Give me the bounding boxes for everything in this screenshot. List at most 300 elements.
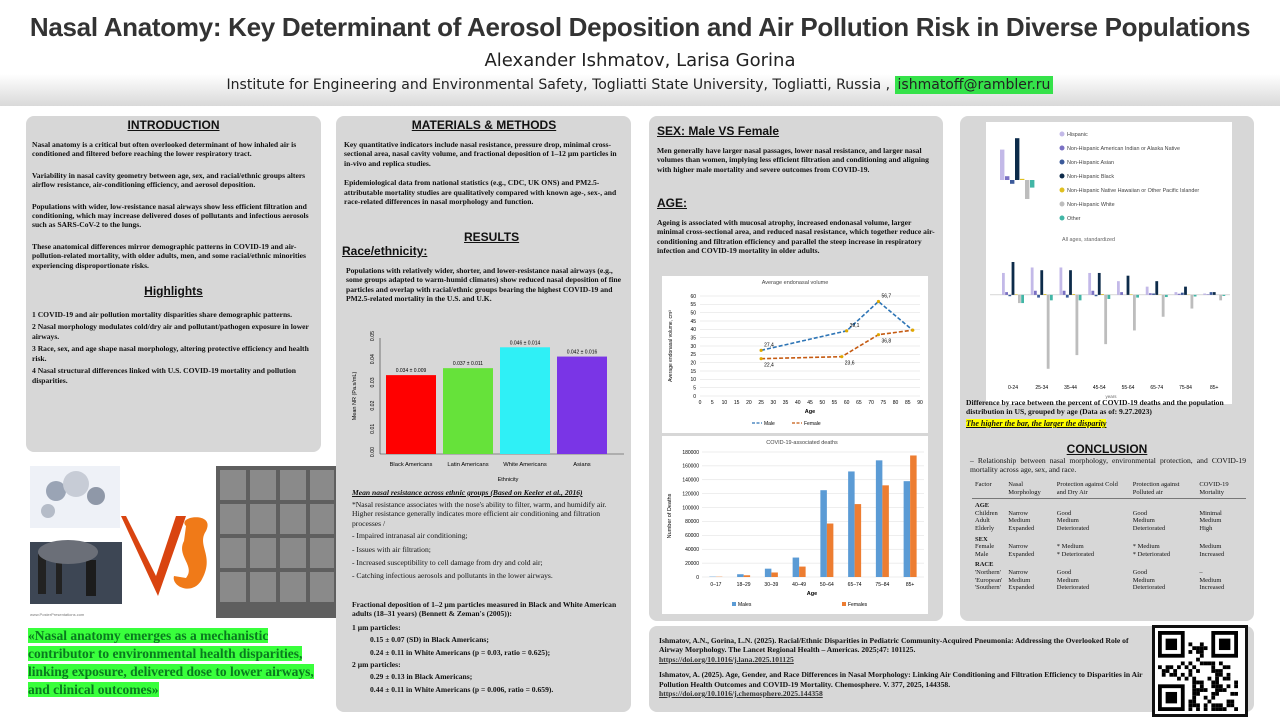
x-tick-label: 80 (892, 400, 899, 406)
bar (1034, 291, 1037, 295)
sex-heading: SEX: Male VS Female (657, 124, 780, 138)
qr-module (1204, 688, 1208, 692)
dep-1um-heading: 1 µm particles: (352, 622, 401, 632)
sex-age-panel (649, 116, 943, 621)
qr-module (1196, 703, 1200, 707)
bar (1047, 295, 1050, 369)
note-line: - Catching infectious aerosols and pollutants in the lower airways. (352, 571, 553, 581)
methods-heading: MATERIALS & METHODS (411, 118, 557, 132)
y-tick-label: 120000 (682, 491, 699, 498)
x-tick-label: 40–49 (792, 582, 807, 588)
bar (1098, 273, 1101, 295)
qr-module (1227, 700, 1231, 704)
highlight-item: 1 COVID-19 and air pollution mortality disparities share demographic patterns. (32, 310, 293, 320)
qr-module (1185, 677, 1189, 681)
y-tick-label: 0.03 (370, 377, 376, 388)
bar (793, 558, 800, 577)
qr-module (1188, 661, 1192, 665)
qr-code[interactable] (1152, 625, 1248, 717)
qr-module (1219, 688, 1223, 692)
data-label: 56,7 (881, 293, 892, 300)
bar (1060, 267, 1063, 294)
qr-module (1215, 677, 1219, 681)
conclusion-table-body (972, 499, 1246, 592)
x-tick-label: 85+ (905, 582, 915, 588)
table-cell: Good (1132, 568, 1148, 576)
qr-module (1200, 681, 1204, 685)
x-tick-label: 70 (868, 400, 874, 406)
qr-module (1196, 681, 1200, 685)
qr-module (1223, 665, 1227, 669)
qr-module (1192, 681, 1196, 685)
table-cell: Adult (975, 517, 990, 525)
dep-1um-black: 0.15 ± 0.07 (SD) in Black Americans; (370, 635, 489, 645)
data-label: 36,8 (881, 338, 892, 345)
table-cell: Medium (1199, 517, 1222, 525)
qr-module (1227, 703, 1231, 707)
table-cell: Good (1056, 509, 1072, 517)
nasal-resistance-chart (338, 326, 630, 491)
bar (557, 357, 607, 454)
bar (1178, 294, 1181, 295)
legend-label: Non-Hispanic Asian (1067, 160, 1115, 166)
race-chart-caption: Difference by race between the percent of COVID-19 deaths and the population distribution in US, grouped by age (Data as of: 9.27.2023) (966, 398, 1224, 417)
bar (1066, 295, 1069, 298)
qr-module (1200, 684, 1204, 688)
x-tick-label: 65 (856, 400, 862, 406)
qr-module (1158, 665, 1162, 669)
table-row (972, 510, 1246, 518)
y-tick-label: 10 (690, 377, 696, 384)
bar (1040, 270, 1043, 295)
x-tick-label: 15 (733, 400, 740, 406)
methods-paragraph-1: Key quantitative indicators include nasal resistance, pressure drop, minimal cross-sectional area, nasal cavity volume, and fractional deposition of 1–12 µm particles in in-vivo and replica studies. (344, 140, 617, 168)
bar (876, 460, 883, 577)
chart-title: COVID-19-associated deaths (766, 440, 838, 446)
qr-module (1223, 688, 1227, 692)
qr-module (1196, 669, 1200, 673)
table-row (972, 569, 1246, 577)
qr-module (1166, 665, 1170, 669)
table-cell: Expanded (1008, 550, 1035, 558)
deposition-heading: Fractional deposition of 1–2 µm particles measured in Black and White American adults (18–31 years) (Bennett & Zeman's (2005)): (352, 600, 617, 619)
y-tick-label: 0.00 (370, 446, 376, 458)
y-tick-label: 50 (690, 310, 696, 317)
bar (1222, 295, 1225, 296)
qr-module (1230, 692, 1234, 696)
qr-module (1215, 673, 1219, 677)
table-cell (1130, 499, 1197, 510)
legend-label: Females (848, 602, 868, 608)
introduction-panel (26, 116, 321, 452)
y-tick-label: 0.05 (370, 330, 376, 342)
data-point (840, 355, 843, 358)
qr-module (1200, 646, 1204, 650)
note-line: *Nasal resistance associates with the nose's ability to filter, warm, and humidify air. Higher resistance generally indicates more efficient air conditioning and filtration processes / (352, 500, 607, 528)
bar (1181, 293, 1184, 295)
qr-finder (1219, 639, 1230, 650)
race-chart-highlight: The higher the bar, the larger the disparity (966, 419, 1107, 428)
table-cell (1005, 558, 1054, 569)
qr-module (1215, 688, 1219, 692)
qr-module (1162, 669, 1166, 673)
qr-module (1219, 684, 1223, 688)
legend-note: All ages, standardized (1062, 237, 1116, 243)
qr-module (1169, 673, 1173, 677)
qr-module (1215, 703, 1219, 707)
highlight-item: 4 Nasal structural differences linked with U.S. COVID-19 mortality and pollution disparities. (32, 366, 296, 385)
data-label: 0.046 ± 0.014 (509, 340, 541, 347)
qr-module (1192, 684, 1196, 688)
note-line: - Increased susceptibility to cell damage from dry and cold air; (352, 558, 543, 568)
table-cell: Deteriorated (1056, 584, 1090, 592)
qr-module (1204, 696, 1208, 700)
qr-module (1219, 669, 1223, 673)
qr-module (1196, 646, 1200, 650)
table-cell: Narrow (1008, 568, 1029, 576)
qr-module (1173, 669, 1177, 673)
data-label: 0.034 ± 0.009 (395, 368, 427, 375)
legend-label: Other (1067, 216, 1081, 222)
table-cell: Medium (1132, 517, 1155, 525)
table-cell (1054, 499, 1130, 510)
highlight-item: 2 Nasal morphology modulates cold/dry air and pollutant/pathogen exposure in lower airways. (32, 322, 309, 341)
x-axis-label: years (1105, 394, 1117, 399)
bar (1012, 262, 1015, 295)
data-label: 22,4 (764, 362, 774, 369)
x-tick-label: Asians (573, 462, 591, 468)
qr-module (1200, 688, 1204, 692)
qr-module (1204, 707, 1208, 711)
image-caption: www.PosterPresentations.com (30, 612, 85, 617)
x-tick-label: 65–74 (847, 582, 862, 588)
x-tick-label: Latin Americans (447, 462, 489, 468)
x-tick-label: 75–84 (875, 582, 890, 588)
table-cell: Medium (1199, 543, 1222, 551)
bar (1146, 287, 1149, 295)
column-header: Protection against Cold and Dry Air (1054, 481, 1130, 499)
table-cell: Elderly (975, 524, 995, 532)
bar (827, 524, 834, 577)
y-tick-label: 40 (690, 327, 696, 334)
email-link[interactable]: ishmatoff@rambler.ru (895, 76, 1054, 94)
legend-label: Hispanic (1067, 132, 1088, 138)
x-tick-label: 85 (904, 400, 911, 406)
table-cell: Medium (1008, 576, 1031, 584)
qr-module (1215, 692, 1219, 696)
table-cell: * Deteriorated (1056, 550, 1095, 558)
qr-module (1196, 658, 1200, 662)
y-tick-label: 0 (693, 393, 696, 400)
qr-module (1215, 681, 1219, 685)
y-tick-label: 55 (690, 302, 696, 309)
x-tick-label: 90 (917, 400, 923, 406)
bar (1015, 138, 1019, 180)
table-row (972, 543, 1246, 551)
table-cell: Narrow (1008, 543, 1029, 551)
x-tick-label: 25-34 (1035, 385, 1049, 391)
table-cell (1054, 558, 1130, 569)
table-row (972, 558, 1246, 569)
table-cell: * Medium (1132, 543, 1160, 551)
data-label: 23,6 (844, 360, 855, 367)
qr-module (1211, 669, 1215, 673)
data-point (845, 329, 848, 332)
table-row (972, 533, 1246, 544)
table-cell (1130, 558, 1197, 569)
bar (1184, 287, 1187, 295)
highlights-heading: Highlights (144, 284, 203, 299)
y-tick-label: 100000 (682, 505, 699, 512)
table-cell: Increased (1199, 584, 1225, 592)
qr-module (1200, 661, 1204, 665)
bar (1152, 293, 1155, 294)
chart-title: Average endonasal volume (761, 280, 829, 286)
bar (910, 455, 917, 577)
legend-swatch (1060, 132, 1065, 137)
qr-module (1173, 673, 1177, 677)
legend-swatch (732, 602, 736, 606)
y-axis-label: Average endonasal volume, cm³ (668, 310, 674, 382)
legend-label: Non-Hispanic American Indian or Alaska Native (1067, 146, 1180, 152)
qr-module (1223, 677, 1227, 681)
bar (1130, 294, 1133, 295)
table-row (972, 584, 1246, 592)
column-header: COVID-19 Mortality (1196, 481, 1246, 499)
reference-2: Ishmatov, A. (2025). Age, Gender, and Race Differences in Nasal Morphology: Linking Air Conditioning and Filtration Efficiency to Disparities in Air Pollution Health Outcomes and COVID-19 Mortality. Chemosphere. V. 377, 2025, 144358. (659, 670, 1143, 689)
qr-module (1215, 684, 1219, 688)
bar (1069, 270, 1072, 295)
sex-text: Men generally have larger nasal passages, lower nasal resistance, and larger nasal volumes than women, implying less efficient filtration and conditioning and aligning with higher male mortality and severe outcomes from COVID-19. (657, 146, 929, 174)
bar (882, 485, 889, 577)
bar (443, 368, 493, 454)
qr-module (1188, 707, 1192, 711)
qr-module (1181, 673, 1185, 677)
qr-module (1227, 665, 1231, 669)
bar (1072, 294, 1075, 295)
x-tick-label: 30 (770, 400, 777, 406)
nr-chart-caption: Mean nasal resistance across ethnic groups (Based on Keeler et al., 2016) (352, 488, 583, 497)
qr-module (1211, 684, 1215, 688)
qr-module (1211, 707, 1215, 711)
conclusion-intro: – Relationship between nasal morphology, environmental protection, and COVID-19 mortality across age, sex, and race. (970, 456, 1246, 475)
bar (1025, 180, 1029, 199)
bar (1005, 292, 1008, 295)
table-cell: Medium (1056, 517, 1079, 525)
reference-2-link[interactable]: https://doi.org/10.1016/j.chemosphere.2025.144358 (659, 689, 823, 699)
qr-module (1188, 703, 1192, 707)
y-tick-label: 25 (690, 352, 696, 359)
x-tick-label: 55-64 (1121, 385, 1135, 391)
bar (1194, 295, 1197, 297)
dep-2um-white: 0.44 ± 0.11 in White Americans (p = 0.006, ratio = 0.659). (370, 684, 554, 694)
dep-2um-heading: 2 µm particles: (352, 660, 401, 670)
table-cell: Medium (1199, 576, 1222, 584)
qr-module (1234, 692, 1238, 696)
table-cell: * Medium (1056, 543, 1084, 551)
data-point (760, 349, 763, 352)
bar (765, 569, 772, 577)
qr-module (1200, 654, 1204, 658)
bar (1104, 295, 1107, 344)
bar (1219, 295, 1222, 300)
bar (1155, 281, 1158, 295)
introduction-heading: INTRODUCTION (127, 118, 220, 132)
table-row (972, 525, 1246, 533)
table-cell (1005, 499, 1054, 510)
bar (1191, 295, 1194, 309)
qr-module (1177, 677, 1181, 681)
x-tick-label: 75-84 (1179, 385, 1192, 391)
qr-module (1208, 661, 1212, 665)
qr-module (1230, 703, 1234, 707)
qr-module (1234, 681, 1238, 685)
table-cell (1196, 558, 1246, 569)
legend-label: Non-Hispanic Native Hawaiian or Other Pacific Islander (1067, 188, 1200, 194)
y-tick-label: 80000 (685, 519, 699, 526)
y-tick-label: 5 (693, 385, 696, 392)
bar (1044, 294, 1047, 295)
bar (1005, 176, 1009, 180)
y-tick-label: 20 (690, 360, 696, 367)
column-header: Protection against Polluted air (1130, 481, 1197, 499)
legend-swatch (1060, 188, 1065, 193)
qr-module (1227, 684, 1231, 688)
legend-swatch (1060, 216, 1065, 221)
qr-module (1188, 700, 1192, 704)
qr-module (1192, 703, 1196, 707)
bar (1020, 179, 1024, 180)
y-tick-label: 140000 (682, 477, 699, 484)
y-tick-label: 60000 (685, 533, 699, 540)
bar (1149, 293, 1152, 295)
data-label: 0.037 ± 0.011 (452, 361, 484, 368)
endonasal-volume-chart (662, 276, 928, 433)
data-label: 39,1 (849, 322, 860, 329)
qr-module (1192, 665, 1196, 669)
bar (1127, 276, 1130, 295)
table-cell: Expanded (1008, 584, 1035, 592)
bar (799, 567, 806, 577)
x-tick-label: 45-54 (1092, 385, 1106, 391)
methods-paragraph-2: Epidemiological data from national statistics (e.g., CDC, UK ONS) and PM2.5-attributable mortality studies are qualitatively compared with known age-, sex-, and race-related differences in nasal morphology and function. (344, 178, 617, 207)
intro-paragraph-4: These anatomical differences mirror demographic patterns in COVID-19 and air-pollution-related mortality, with older adults, men, and some racial/ethnic minorities experiencing disproportionate risks. (32, 241, 306, 270)
qr-finder (1166, 639, 1177, 650)
table-cell: – (1199, 568, 1203, 576)
qr-module (1219, 703, 1223, 707)
table-cell: Medium (1008, 517, 1031, 525)
table-cell: Increased (1199, 550, 1225, 558)
qr-module (1196, 707, 1200, 711)
table-row (972, 517, 1246, 525)
table-cell: Expanded (1008, 524, 1035, 532)
bar (1091, 291, 1094, 295)
bar (1175, 292, 1178, 295)
qr-module (1192, 692, 1196, 696)
qr-module (1215, 669, 1219, 673)
table-cell (1196, 499, 1246, 510)
age-heading: AGE: (657, 196, 687, 210)
qr-module (1181, 661, 1185, 665)
legend-label: Female (804, 421, 821, 427)
bar (1000, 150, 1004, 180)
poster-title: Nasal Anatomy: Key Determinant of Aerosol Deposition and Air Pollution Risk in Diverse Populations (29, 12, 1251, 42)
bar (1008, 295, 1011, 296)
x-tick-label: 5 (710, 400, 714, 406)
x-axis-label: Age (806, 591, 818, 597)
table-cell (1005, 533, 1054, 544)
conclusion-table (972, 481, 1246, 592)
race-disparity-chart (986, 122, 1232, 404)
x-tick-label: Black Americans (389, 462, 433, 468)
bar (1031, 267, 1034, 294)
y-axis-label: Number of Deaths (667, 493, 673, 539)
bar (1162, 295, 1165, 317)
qr-finder (1166, 692, 1177, 703)
qr-module (1188, 669, 1192, 673)
intro-paragraph-1: Nasal anatomy is a critical but often overlooked determinant of how inhaled air is conditioned and filtered before reaching the lower respiratory tract. (32, 140, 297, 159)
legend-swatch (1060, 160, 1065, 165)
bar (1203, 293, 1206, 294)
y-tick-label: 20000 (685, 560, 699, 567)
bar (904, 481, 911, 577)
qr-module (1192, 700, 1196, 704)
table-row (972, 577, 1246, 585)
bar (855, 504, 862, 577)
column-header: Factor (972, 481, 1005, 499)
qr-module (1166, 669, 1170, 673)
data-point (911, 329, 914, 332)
qr-module (1188, 650, 1192, 654)
y-tick-label: 40000 (685, 547, 699, 554)
table-cell: Deteriorated (1132, 584, 1166, 592)
table-cell (1054, 533, 1130, 544)
y-tick-label: 0.02 (370, 400, 376, 411)
qr-module (1192, 677, 1196, 681)
qr-module (1227, 673, 1231, 677)
bar (1117, 281, 1120, 295)
table-cell: Male (975, 550, 989, 558)
qr-module (1196, 692, 1200, 696)
intro-paragraph-2: Variability in nasal cavity geometry between age, sex, and racial/ethnic groups alters airflow resistance, air-conditioning efficiency, and aerosol deposition. (32, 170, 306, 190)
y-tick-label: 15 (690, 368, 696, 375)
qr-module (1196, 688, 1200, 692)
bar (1050, 295, 1053, 300)
dep-1um-white: 0.24 ± 0.11 in White Americans (p = 0.03, ratio = 0.625); (370, 647, 551, 657)
x-tick-label: White Americans (503, 462, 547, 468)
table-cell: Good (1056, 568, 1072, 576)
bar (737, 574, 744, 577)
y-tick-label: 160000 (682, 463, 699, 470)
x-axis-label: Age (804, 409, 816, 415)
x-tick-label: 85+ (1210, 385, 1219, 391)
bar (1210, 292, 1213, 295)
bar (1101, 294, 1104, 295)
x-tick-label: 50 (819, 400, 826, 406)
qr-module (1211, 696, 1215, 700)
qr-module (1227, 677, 1231, 681)
dep-2um-black: 0.29 ± 0.13 in Black Americans; (370, 672, 473, 682)
intro-paragraph-3: Populations with wider, low-resistance nasal airways show less efficient filtration and conditioning, which may increase delivered doses of pollutants and infectious aerosols such as SARS-CoV-2 to the lungs. (32, 201, 309, 230)
bar (1021, 295, 1024, 303)
qr-module (1192, 688, 1196, 692)
reference-1-link[interactable]: https://doi.org/10.1016/j.lana.2025.101125 (659, 654, 794, 664)
x-tick-label: 0 (698, 400, 702, 406)
qr-module (1204, 646, 1208, 650)
table-cell: SEX (975, 535, 988, 543)
bar (1136, 295, 1139, 298)
bar (1037, 295, 1040, 298)
